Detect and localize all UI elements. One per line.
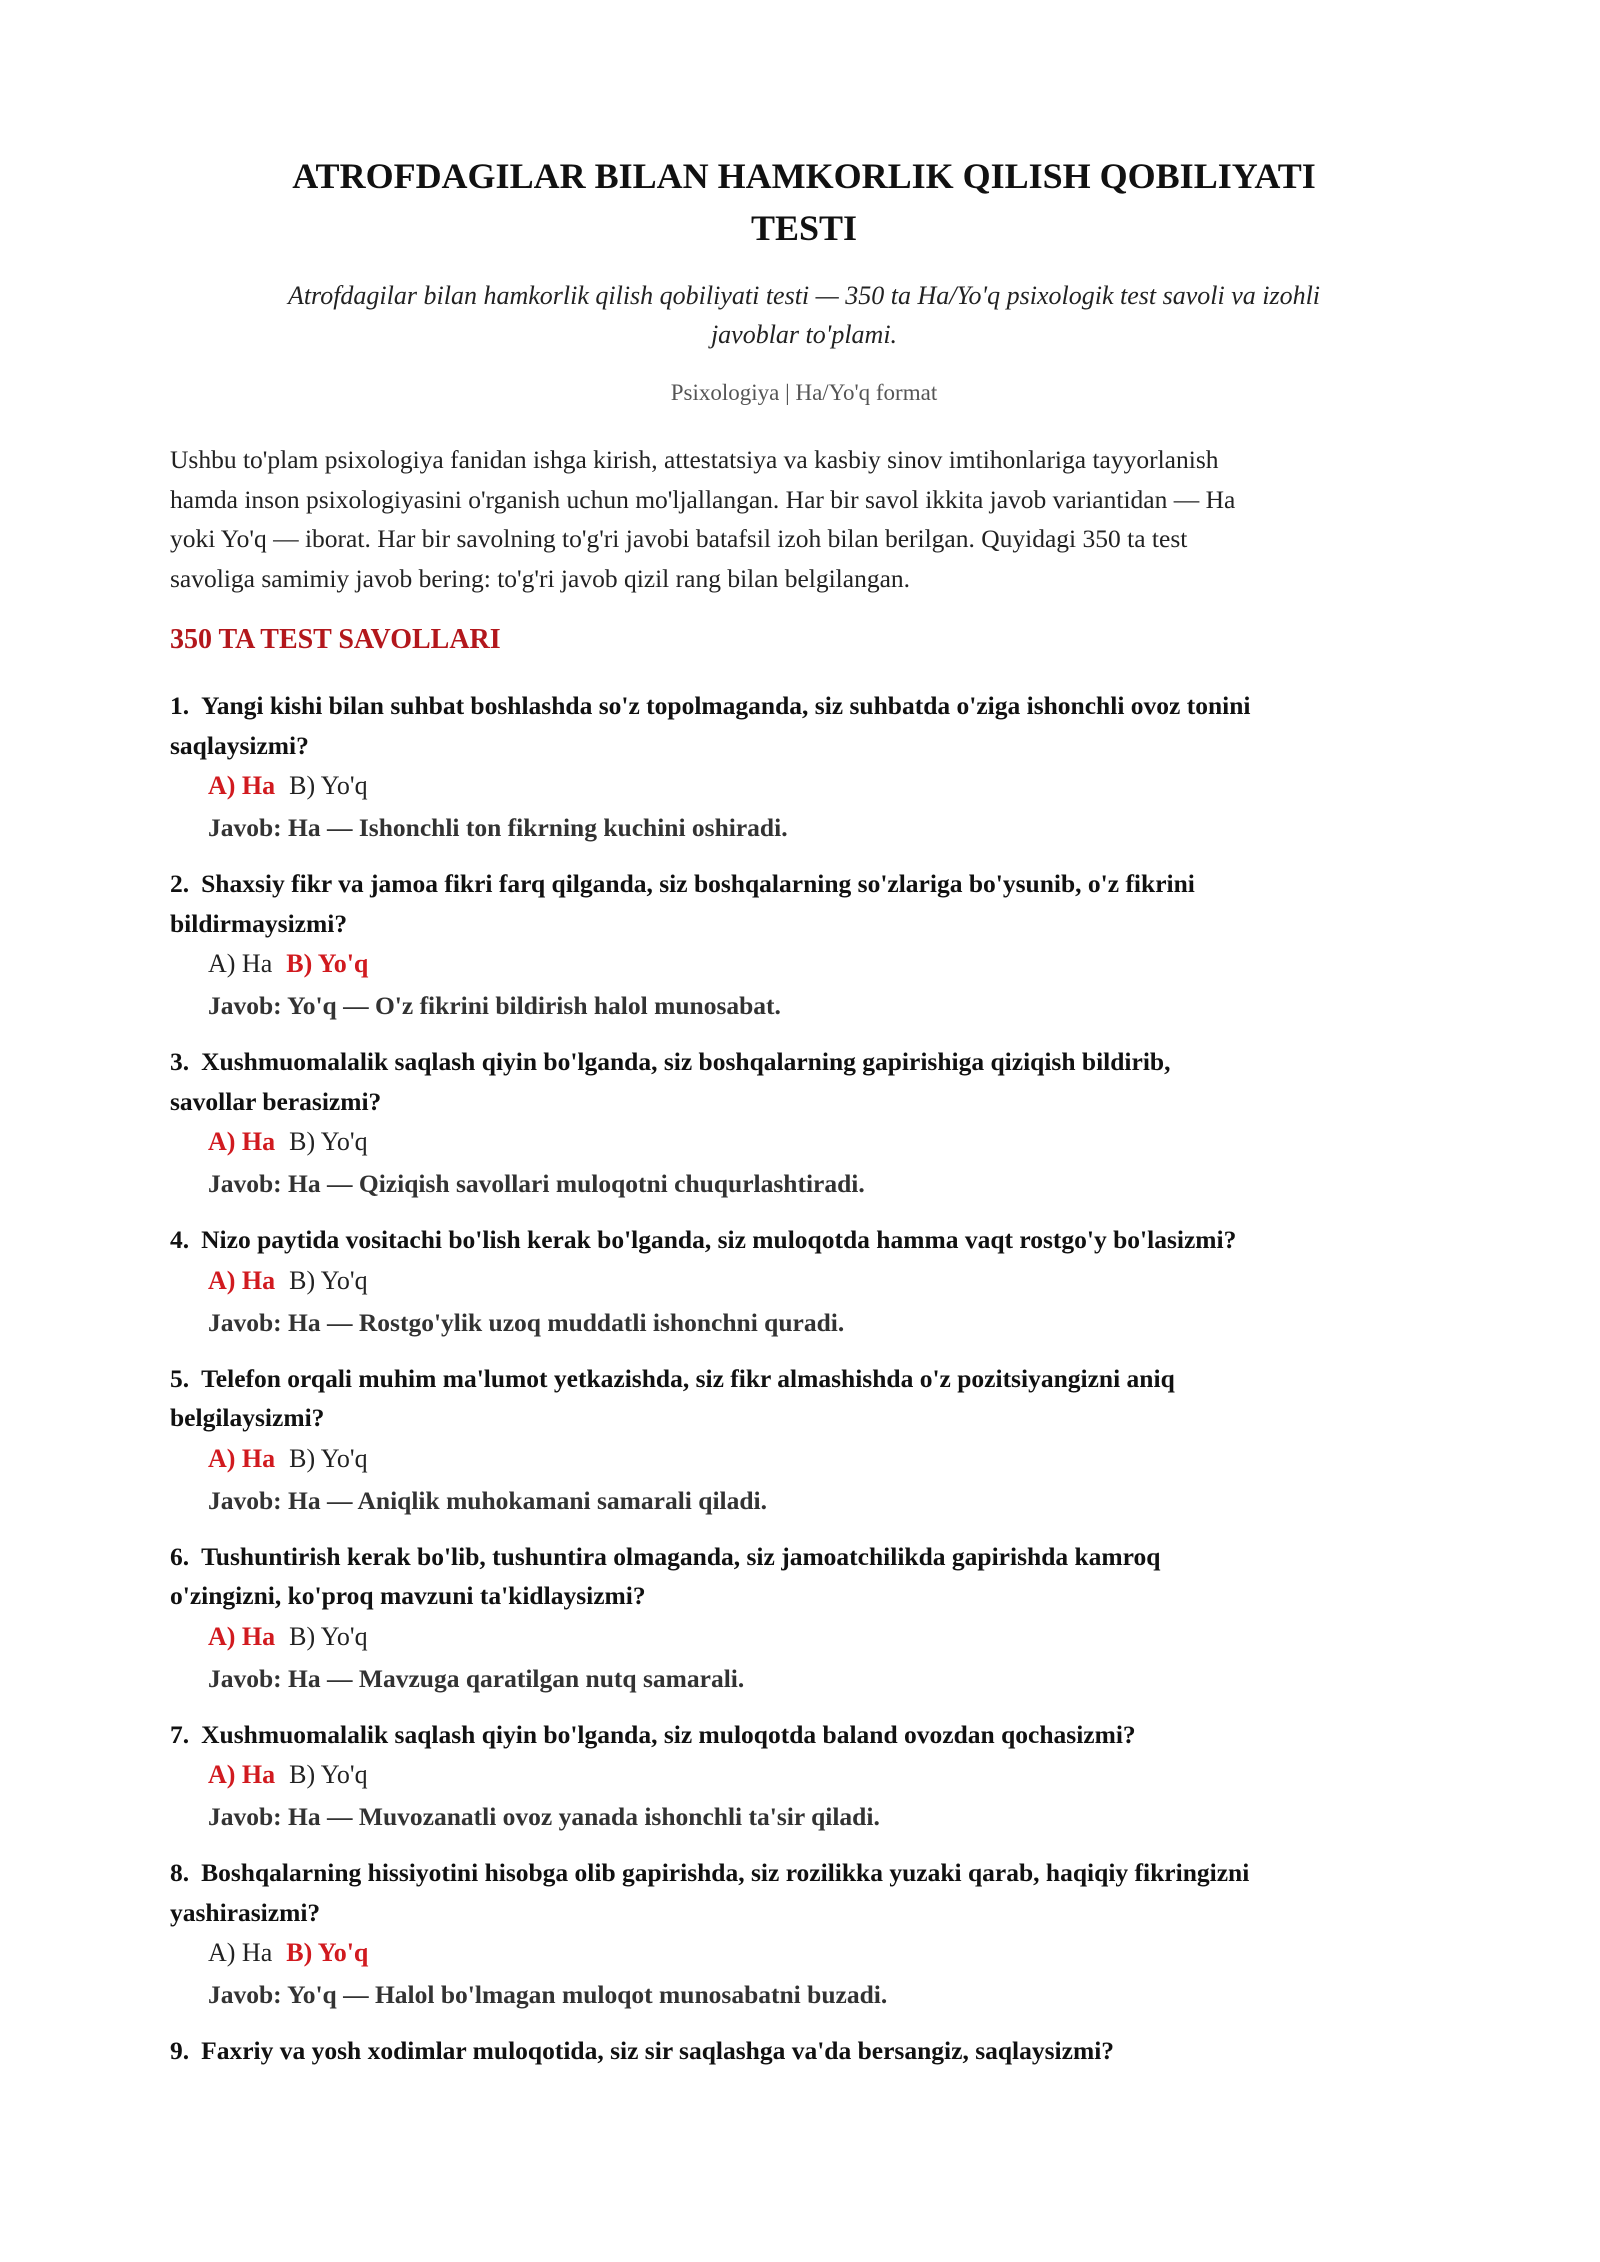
answer-options [170,1616,1438,1658]
option-b: B) Yo'q [289,1443,368,1473]
question-text [170,1042,1438,1121]
question-line: Tushuntirish kerak bo'lib, tushuntira olmaganda, siz jamoatchilikda gapirishda kamroq [201,1541,1161,1571]
question-item [170,686,1438,849]
title-line-1: ATROFDAGILAR BILAN HAMKORLIK QILISH QOBILIYATI [292,156,1316,196]
question-number: 2. [170,869,190,898]
question-line: Faxriy va yosh xodimlar muloqotida, siz sir saqlashga va'da bersangiz, saqlaysizmi? [201,2036,1115,2065]
question-number: 6. [170,1541,190,1571]
section-heading: 350 TA TEST SAVOLLARI [170,624,501,655]
intro-line: savoliga samimiy javob bering: to'g'ri javob qizil rang bilan belgilangan. [170,563,911,593]
intro-paragraph [170,440,1438,598]
answer-explanation: Javob: Ha — Qiziqish savollari muloqotni chuqurlashtiradi. [208,1169,865,1198]
question-line: Xushmuomalalik saqlash qiyin bo'lganda, siz boshqalarning gapirishiga qiziqish bildirib, [201,1047,1171,1076]
answer-explanation: Javob: Ha — Aniqlik muhokamani samarali qiladi. [208,1485,768,1515]
question-line: Yangi kishi bilan suhbat boshlashda so'z topolmaganda, siz suhbatda o'ziga ishonchli ovoz tonini [201,691,1251,720]
question-number: 5. [170,1363,190,1393]
question-line: Boshqalarning hissiyotini hisobga olib gapirishda, siz rozilikka yuzaki qarab, haqiqiy fikringizni [201,1858,1250,1887]
answer-options [170,943,1438,985]
option-a: A) Ha [208,1621,276,1651]
answer-explanation: Javob: Yo'q — O'z fikrini bildirish halol munosabat. [208,991,781,1020]
answer-explanation: Javob: Ha — Mavzuga qaratilgan nutq samarali. [208,1663,745,1693]
question-text [170,2031,1438,2071]
answer-options [170,765,1438,807]
question-item [170,864,1438,1027]
question-line: Shaxsiy fikr va jamoa fikri farq qilganda, siz boshqalarning so'zlariga bo'ysunib, o'z fikrini [201,869,1195,898]
answer-options [170,1438,1438,1480]
question-number: 7. [170,1719,190,1749]
option-a: A) Ha [208,949,273,978]
option-a: A) Ha [208,1127,276,1156]
answer-options [170,1932,1438,1974]
question-line: belgilaysizmi? [170,1403,325,1432]
answer-options [170,1754,1438,1796]
option-b: B) Yo'q [286,1938,369,1967]
question-item [170,1359,1438,1522]
question-text [170,1220,1438,1260]
option-a: A) Ha [208,1443,276,1473]
question-item [170,1537,1438,1700]
question-number: 3. [170,1047,190,1076]
question-number: 1. [170,691,190,720]
option-a: A) Ha [208,1760,276,1789]
question-item [170,1220,1438,1344]
option-a: A) Ha [208,1938,273,1967]
intro-line: hamda inson psixologiyasini o'rganish uchun mo'ljallangan. Har bir savol ikkita javob variantidan — Ha [170,484,1236,514]
question-number: 9. [170,2036,190,2065]
intro-line: yoki Yo'q — iborat. Har bir savolning to'g'ri javobi batafsil izoh bilan berilgan. Quyidagi 350 ta test [170,524,1188,553]
question-line: Nizo paytida vositachi bo'lish kerak bo'lganda, siz muloqotda hamma vaqt rostgo'y bo'lasizmi? [201,1225,1237,1254]
option-b: B) Yo'q [289,771,368,800]
question-item [170,1853,1438,2016]
question-line: yashirasizmi? [170,1897,321,1927]
question-text [170,1853,1438,1932]
option-b: B) Yo'q [286,949,369,978]
title-line-2: TESTI [750,208,858,248]
question-text [170,686,1438,765]
question-text [170,1715,1438,1755]
answer-explanation: Javob: Ha — Ishonchli ton fikrning kuchini oshiradi. [208,813,788,842]
question-line: o'zingizni, ko'proq mavzuni ta'kidlaysizmi? [170,1581,646,1610]
question-line: Xushmuomalalik saqlash qiyin bo'lganda, siz muloqotda baland ovozdan qochasizmi? [201,1719,1136,1749]
document-page [170,150,1438,2086]
answer-options [170,1121,1438,1163]
question-line: Telefon orqali muhim ma'lumot yetkazishda, siz fikr almashishda o'z pozitsiyangizni aniq [201,1363,1175,1393]
question-line: savollar berasizmi? [170,1086,382,1116]
question-item [170,1715,1438,1839]
intro-line: Ushbu to'plam psixologiya fanidan ishga kirish, attestatsiya va kasbiy sinov imtihonlariga tayyorlanish [170,445,1219,474]
question-text [170,1537,1438,1616]
question-text [170,1359,1438,1438]
question-line: saqlaysizmi? [170,730,309,760]
answer-explanation: Javob: Yo'q — Halol bo'lmagan muloqot munosabatni buzadi. [208,1980,888,2009]
option-a: A) Ha [208,1265,276,1295]
question-item [170,2031,1438,2071]
question-number: 4. [170,1225,190,1254]
question-item [170,1042,1438,1205]
option-a: A) Ha [208,771,276,800]
subtitle-line-2: javoblar to'plami. [710,320,898,349]
answer-explanation: Javob: Ha — Rostgo'ylik uzoq muddatli ishonchni quradi. [208,1307,845,1337]
document-title [170,150,1438,254]
option-b: B) Yo'q [289,1265,368,1295]
question-line: bildirmaysizmi? [170,908,348,938]
document-subtitle [170,276,1438,354]
option-b: B) Yo'q [289,1760,368,1789]
answer-options [170,1260,1438,1302]
question-text [170,864,1438,943]
option-b: B) Yo'q [289,1127,368,1156]
subtitle-line-1: Atrofdagilar bilan hamkorlik qilish qobiliyati testi — 350 ta Ha/Yo'q psixologik test savoli va izohli [287,281,1321,310]
option-b: B) Yo'q [289,1621,368,1651]
question-number: 8. [170,1858,190,1887]
document-meta: Psixologiya | Ha/Yo'q format [670,380,938,405]
answer-explanation: Javob: Ha — Muvozanatli ovoz yanada ishonchli ta'sir qiladi. [208,1802,880,1831]
question-list [170,686,1438,2071]
